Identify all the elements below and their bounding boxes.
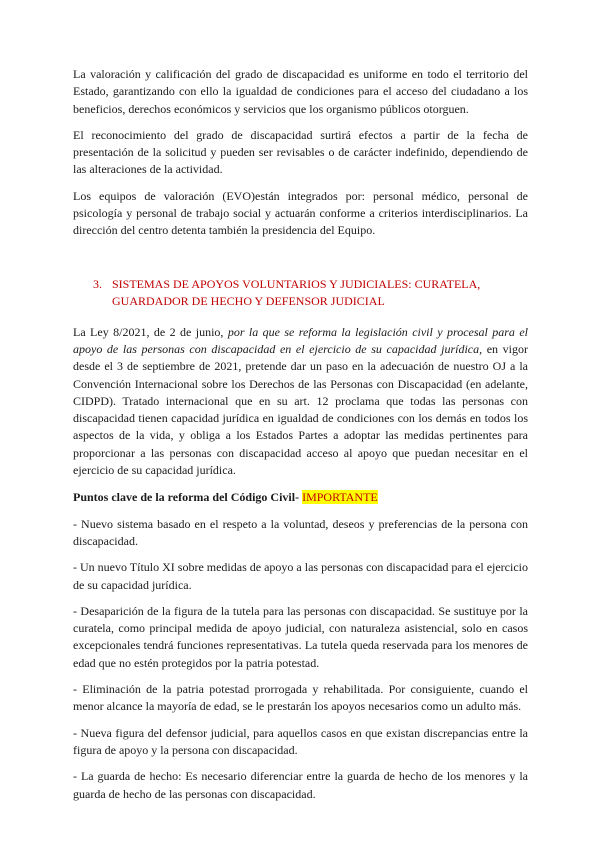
bullet-item: - Un nuevo Título XI sobre medidas de apoyo a las personas con discapacidad para el ejercicio de su capacidad jurídica.	[73, 560, 528, 592]
ley-rest: en vigor desde el 3 de septiembre de 2021, pretende dar un paso en la adecuación de nuestro OJ a la Convención Internacional sobre los Derechos de las Personas con Discapacidad (en adelante, CIDPD). Tratado internacional que en su art. 12 proclama que todas las personas con discapacidad tienen capacidad jurídica en igualdad de condiciones con los demás en todos los aspectos de la vida, y obliga a los Estados Partes a adoptar las medidas pertinentes para proporcionar a las personas con discapacidad acceso al apoyo que puedan necesitar en el ejercicio de su capacidad jurídica.	[73, 341, 528, 478]
keypoints-heading	[73, 489, 528, 506]
section-number: 3.	[93, 276, 102, 291]
bullet-item: - La guarda de hecho: Es necesario diferenciar entre la guarda de hecho de los menores y la guarda de hecho de las personas con discapacidad.	[73, 769, 528, 801]
section-heading	[73, 276, 528, 310]
bullet-item: - Nuevo sistema basado en el respeto a la voluntad, deseos y preferencias de la persona con discapacidad.	[73, 516, 528, 548]
keypoints-highlight: IMPORTANTE	[302, 490, 378, 505]
bullet-item: - Nueva figura del defensor judicial, para aquellos casos en que existan discrepancias entre la figura de apoyo y la persona con discapacidad.	[73, 725, 528, 757]
paragraph-equipos: Los equipos de valoración (EVO)están integrados por: personal médico, personal de psicología y personal de trabajo social y actuarán conforme a criterios interdisciplinarios. La dirección del centro detenta también la presidencia del Equipo.	[73, 188, 528, 238]
paragraph-ley	[73, 324, 528, 480]
ley-start: La Ley 8/2021, de 2 de junio,	[73, 324, 228, 339]
keypoints-title: Puntos clave de la reforma del Código Civil-	[73, 490, 300, 505]
bullet-item: - Eliminación de la patria potestad prorrogada y rehabilitada. Por consiguiente, cuando el menor alcance la mayoría de edad, se le prestarán los apoyos necesarios como un adulto más.	[73, 682, 528, 714]
bullet-item: - Desaparición de la figura de la tutela para las personas con discapacidad. Se sustituye por la curatela, como principal medida de apoyo judicial, con naturaleza asistencial, solo en casos excepcionales tendrá funciones representativas. La tutela queda reservada para los menores de edad que no estén protegidos por la patria potestad.	[73, 603, 528, 670]
ley-title-italic: por la que se reforma la legislación civil y procesal para el apoyo de las personas con discapacidad en el ejercicio de su capacidad jurídica,	[73, 324, 529, 356]
paragraph-reconocimiento: El reconocimiento del grado de discapacidad surtirá efectos a partir de la fecha de presentación de la solicitud y pueden ser revisables o de carácter indefinido, dependiendo de las alteraciones de la actividad.	[73, 127, 528, 177]
paragraph-valoracion: La valoración y calificación del grado de discapacidad es uniforme en todo el territorio del Estado, garantizando con ello la igualdad de condiciones para el acceso del ciudadano a los beneficios, derechos económicos y servicios que los organismo públicos otorguen.	[73, 67, 528, 116]
section-title: SISTEMAS DE APOYOS VOLUNTARIOS Y JUDICIALES: CURATELA, GUARDADOR DE HECHO Y DEFENSOR JUDICIAL	[112, 276, 481, 308]
